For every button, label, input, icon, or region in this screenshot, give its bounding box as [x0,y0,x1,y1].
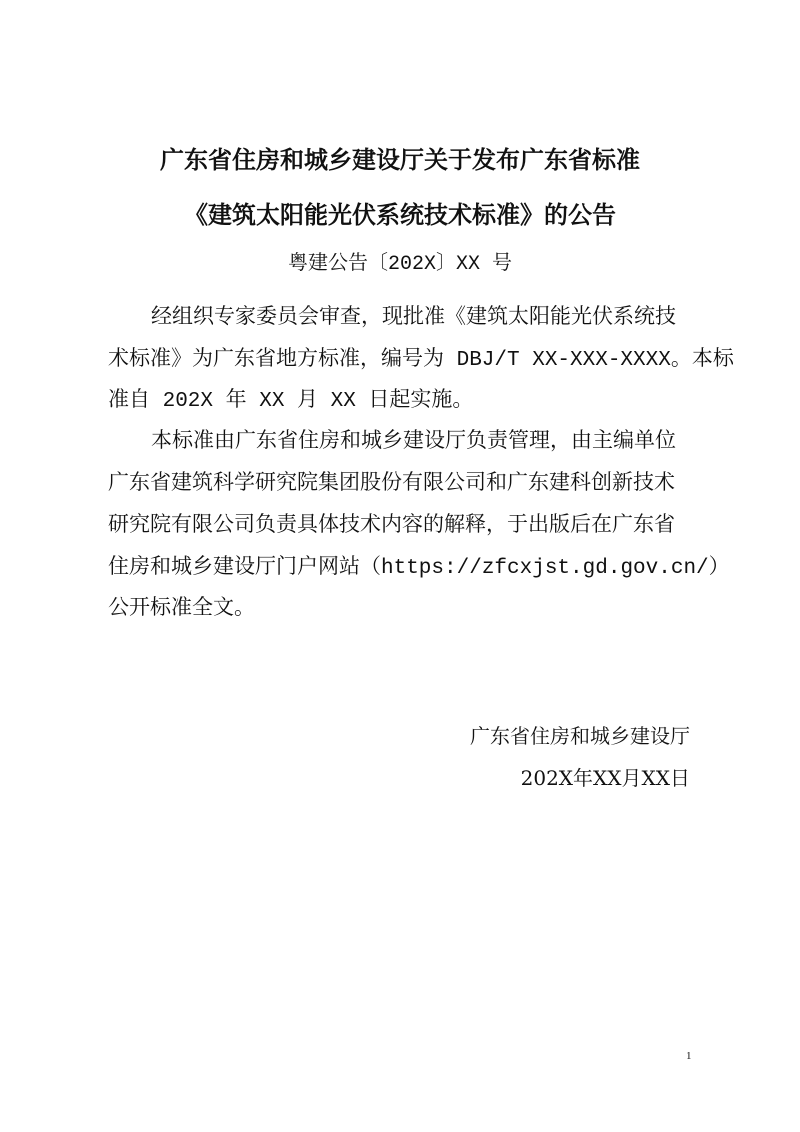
page-number: 1 [686,1050,692,1062]
title-line-1: 广东省住房和城乡建设厅关于发布广东省标准 [160,146,640,174]
signature-issuer: 广东省住房和城乡建设厅 [470,724,690,748]
paragraph-2-line: 住房和城乡建设厅门户网站（https://zfcxjst.gd.gov.cn/） [108,557,730,580]
paragraph-1-line: 术标准》为广东省地方标准，编号为 DBJ/T XX-XXX-XXXX。本标 [108,349,734,372]
paragraph-2-line: 广东省建筑科学研究院集团股份有限公司和广东建科创新技术 [108,473,675,496]
paragraph-2-line: 研究院有限公司负责具体技术内容的解释，于出版后在广东省 [108,515,675,538]
paragraph-1-line: 准自 202X 年 XX 月 XX 日起实施。 [108,390,474,413]
paragraph-2-line: 公开标准全文。 [108,598,255,621]
paragraph-2-line: 本标准由广东省住房和城乡建设厅负责管理，由主编单位 [151,431,676,454]
document-number: 粤建公告〔202X〕XX 号 [287,253,512,276]
title-line-2: 《建筑太阳能光伏系统技术标准》的公告 [184,201,616,229]
signature-date: 202X年XX月XX日 [520,766,690,790]
paragraph-1-line: 经组织专家委员会审查，现批准《建筑太阳能光伏系统技 [151,307,676,330]
